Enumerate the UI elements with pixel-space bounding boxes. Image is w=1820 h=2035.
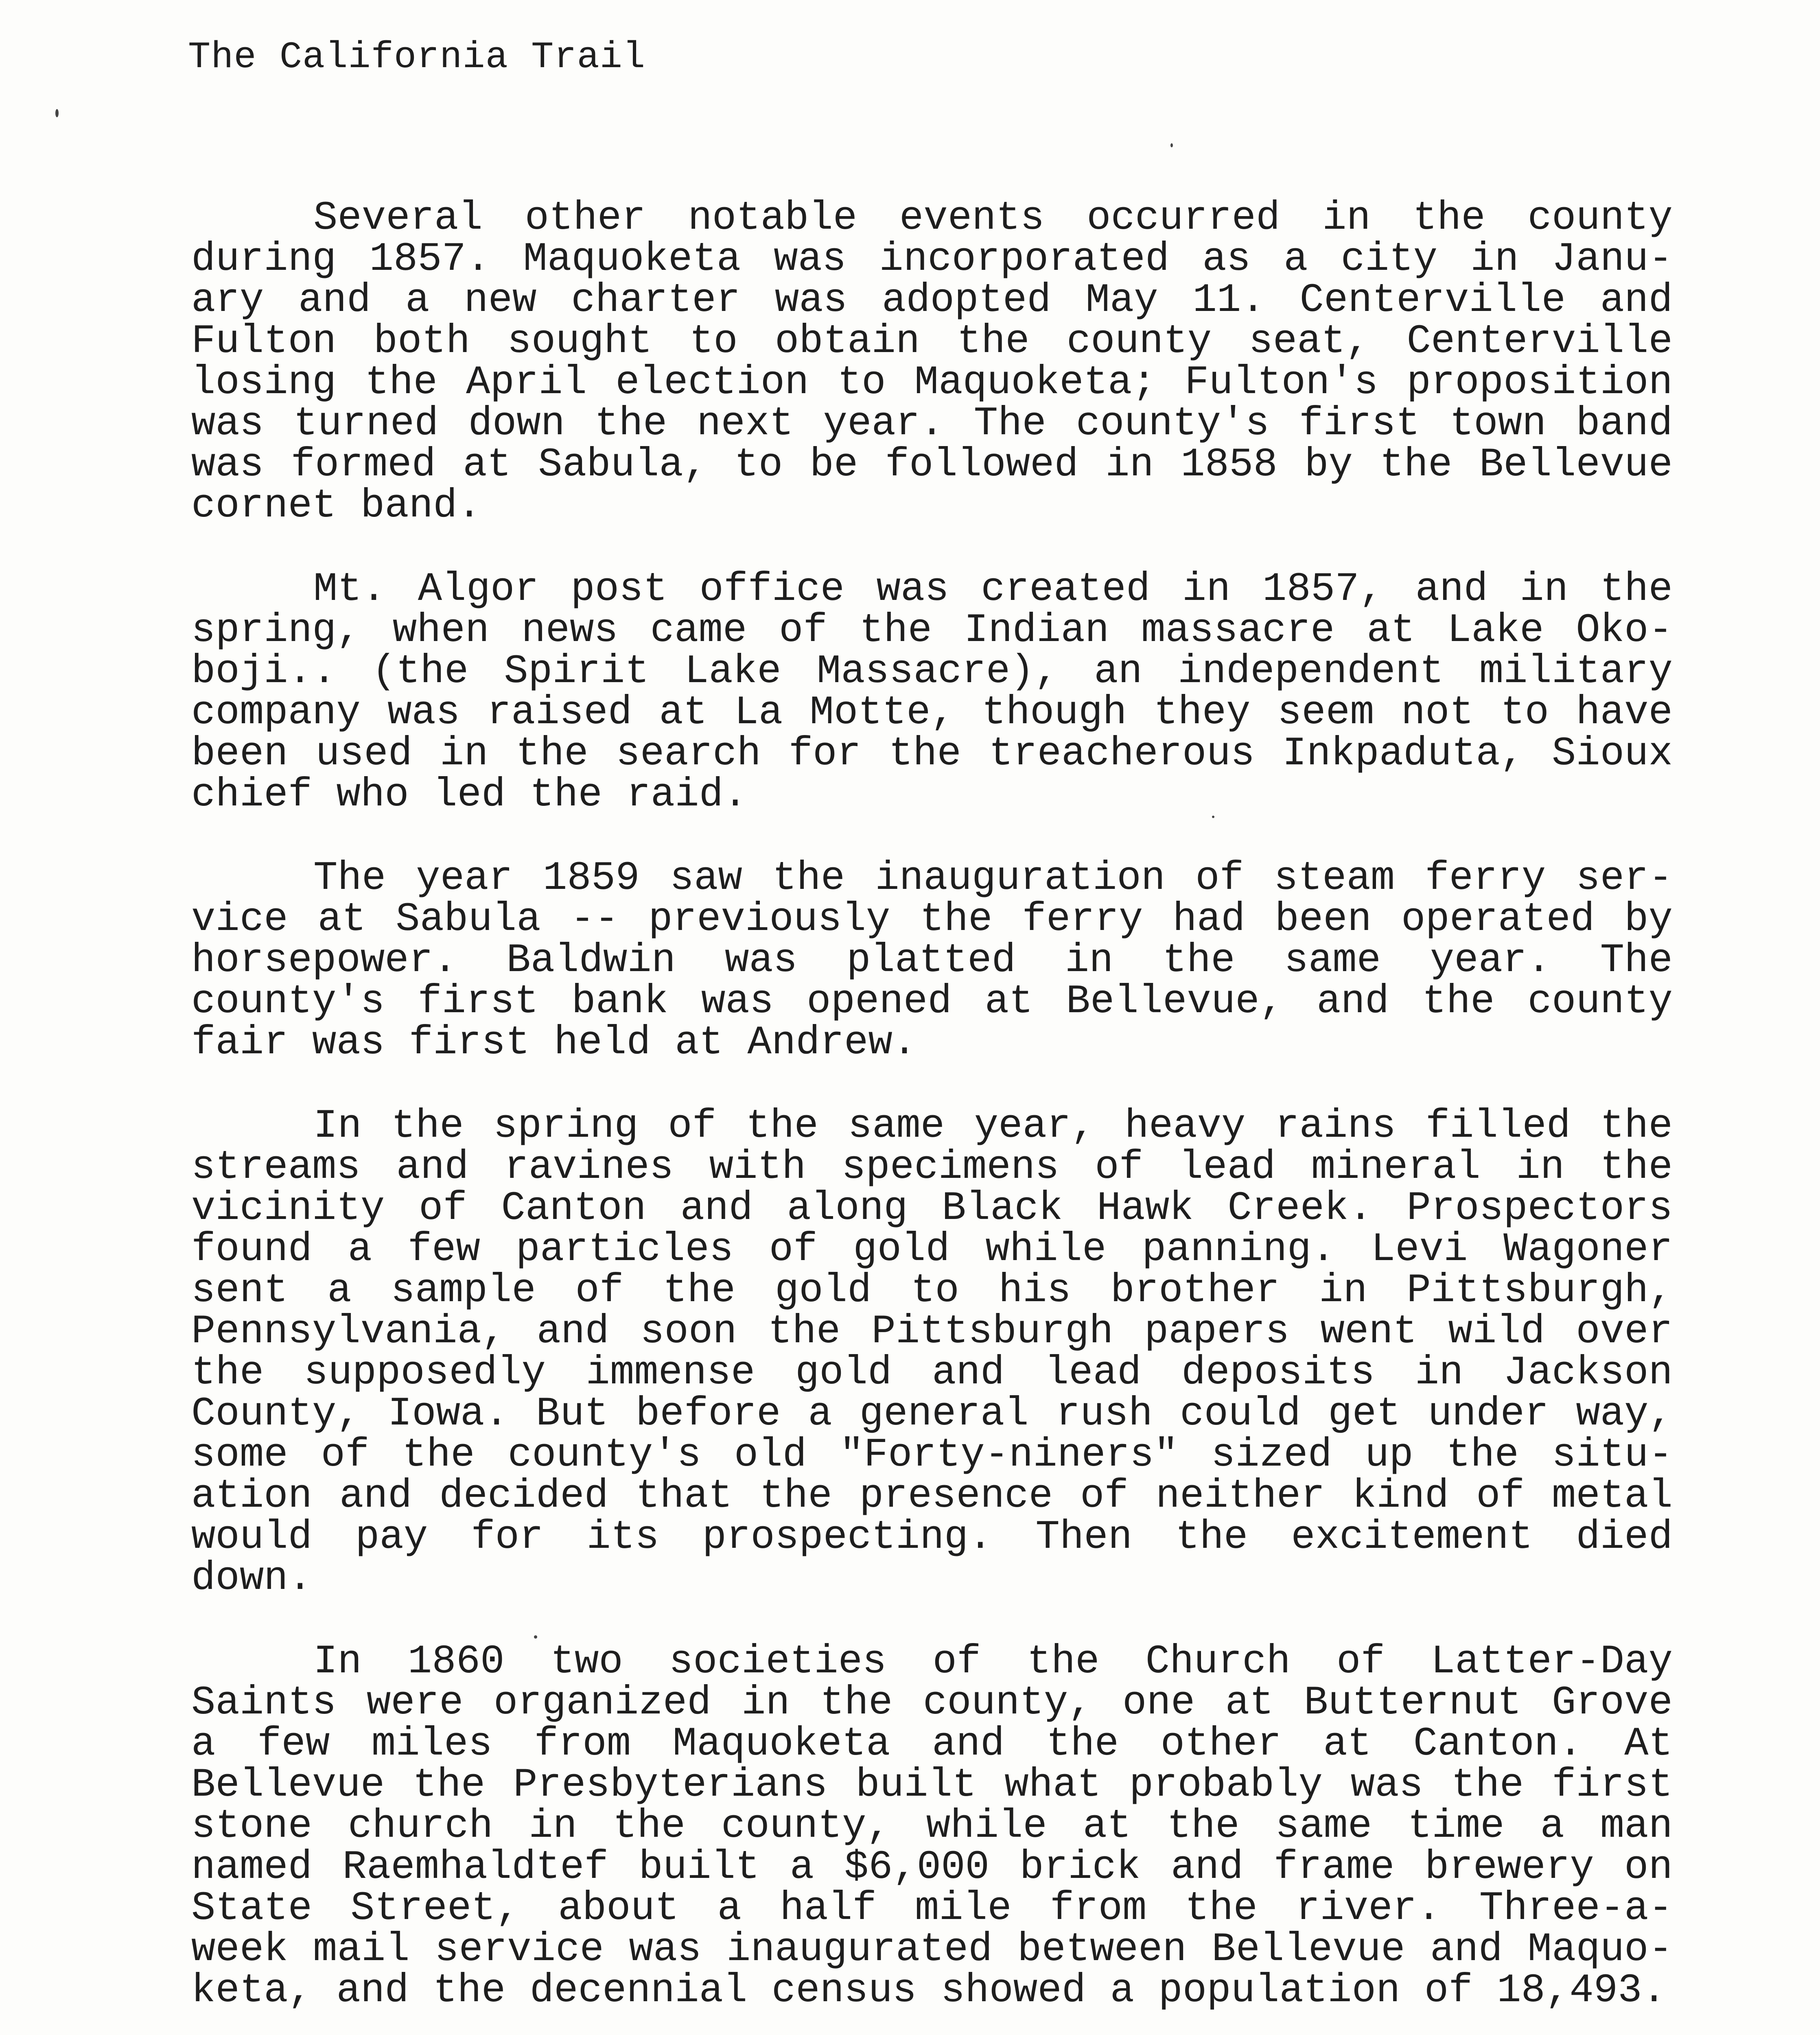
scan-speck [1170,143,1173,147]
text-line: chief who led the raid. [191,772,748,818]
text-line: vicinity of Canton and along Black Hawk Creek. Prospectors [191,1186,1673,1231]
text-line: horsepower. Baldwin was platted in the same year. The [191,938,1673,983]
paragraph-5 [191,1641,1673,2011]
body-text [191,195,1673,2035]
text-line: the supposedly immense gold and lead deposits in Jackson [191,1350,1673,1396]
paragraph-3 [191,856,1673,1066]
text-line: down. [191,1556,313,1601]
text-line: spring, when news came of the Indian massacre at Lake Oko- [191,608,1673,653]
text-line: some of the county's old "Forty-niners" sized up the situ- [191,1432,1673,1478]
paragraph-1 [191,195,1673,529]
paragraph-2 [191,569,1673,816]
text-line: keta, and the decennial census showed a population of 18,493. [191,1968,1666,2013]
text-line: Several other notable events occurred in the county [313,195,1673,241]
text-line: stone church in the county, while at the same time a man [191,1803,1673,1849]
text-line: In the spring of the same year, heavy rains filled the [313,1103,1673,1149]
text-line: was turned down the next year. The county's first town band [191,401,1673,446]
text-line: cornet band. [191,483,481,529]
text-line: County, Iowa. But before a general rush could get under way, [191,1391,1673,1437]
text-line: Pennsylvania, and soon the Pittsburgh papers went wild over [191,1309,1673,1354]
text-line: ation and decided that the presence of neither kind of metal [191,1473,1673,1519]
text-line: losing the April election to Maquoketa; Fulton's proposition [191,360,1673,405]
text-line: Bellevue the Presbyterians built what probably was the first [191,1762,1673,1808]
text-line: Fulton both sought to obtain the county seat, Centerville [191,319,1673,364]
text-line: Saints were organized in the county, one at Butternut Grove [191,1680,1673,1726]
text-line: In 1860 two societies of the Church of Latter-Day [313,1639,1673,1685]
paragraph-4 [191,1103,1673,1601]
text-line: been used in the search for the treacherous Inkpaduta, Sioux [191,731,1673,777]
scan-speck [55,109,59,117]
text-line: county's first bank was opened at Bellevue, and the county [191,979,1673,1024]
text-line: during 1857. Maquoketa was incorporated as a city in Janu- [191,236,1673,282]
text-line: found a few particles of gold while panning. Levi Wagoner [191,1227,1673,1272]
scan-speck [1212,816,1214,818]
scan-speck [534,1635,537,1639]
text-line: ary and a new charter was adopted May 11. Centerville and [191,278,1673,323]
text-line: named Raemhaldtef built a $6,000 brick and frame brewery on [191,1845,1673,1890]
text-line: week mail service was inaugurated between Bellevue and Maquo- [191,1927,1673,1972]
text-line: would pay for its prospecting. Then the excitement died [191,1514,1673,1560]
text-line: company was raised at La Motte, though they seem not to have [191,690,1673,735]
text-line: streams and ravines with specimens of lead mineral in the [191,1144,1673,1190]
text-line: Mt. Algor post office was created in 1857, and in the [313,567,1673,612]
text-line: boji.. (the Spirit Lake Massacre), an independent military [191,649,1673,694]
text-line: sent a sample of the gold to his brother in Pittsburgh, [191,1268,1673,1313]
running-head: The California Trail [188,36,646,79]
text-line: The year 1859 saw the inauguration of steam ferry ser- [313,856,1673,901]
text-line: State Street, about a half mile from the river. Three-a- [191,1886,1673,1931]
text-line: a few miles from Maquoketa and the other at Canton. At [191,1721,1673,1767]
text-line: was formed at Sabula, to be followed in 1858 by the Bellevue [191,442,1673,488]
text-line: fair was first held at Andrew. [191,1020,917,1066]
text-line: vice at Sabula -- previously the ferry had been operated by [191,897,1673,942]
